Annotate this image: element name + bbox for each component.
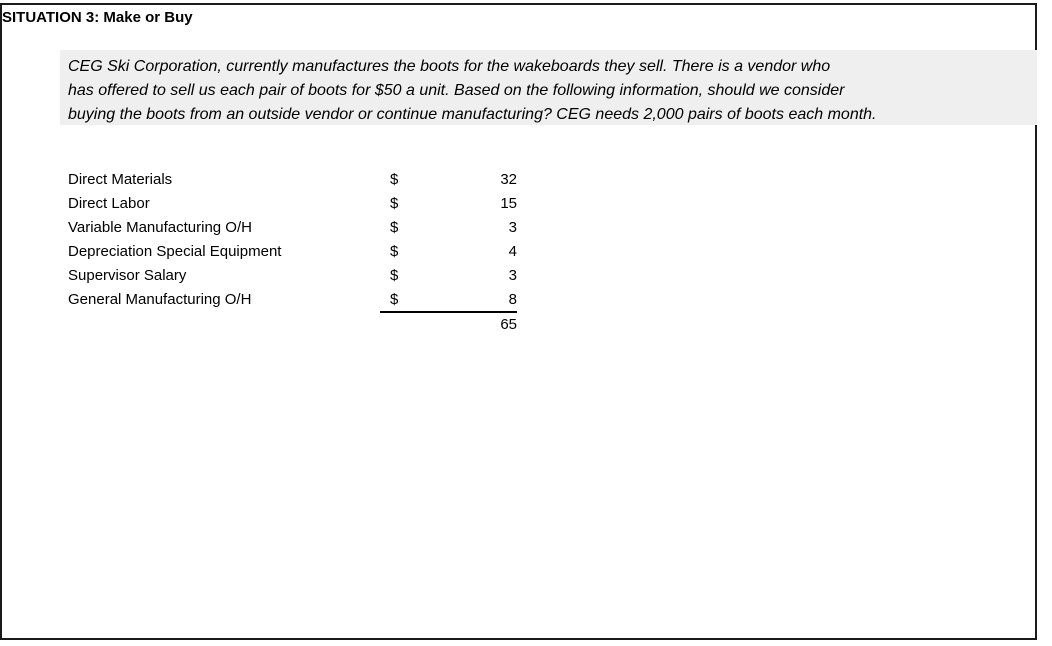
currency-symbol: $: [390, 267, 399, 284]
problem-line: buying the boots from an outside vendor or continue manufacturing? CEG needs 2,000 pairs of boots each month.: [68, 106, 877, 123]
currency-symbol: $: [390, 195, 399, 212]
problem-line: has offered to sell us each pair of boots for $50 a unit. Based on the following information, should we consider: [68, 82, 845, 99]
problem-line: CEG Ski Corporation, currently manufactures the boots for the wakeboards they sell. There is a vendor who: [68, 58, 831, 75]
currency-symbol: $: [390, 291, 399, 308]
cost-value: 3: [508, 267, 517, 284]
cost-value: 4: [508, 243, 517, 260]
currency-symbol: $: [390, 219, 399, 236]
cost-value: 8: [508, 291, 517, 308]
cost-label: General Manufacturing O/H: [68, 291, 252, 308]
cost-label: Direct Labor: [68, 195, 150, 212]
currency-symbol: $: [390, 171, 399, 188]
cost-value: 15: [500, 195, 517, 212]
cost-value: 3: [508, 219, 517, 236]
currency-symbol: $: [390, 243, 399, 260]
page-title: SITUATION 3: Make or Buy: [2, 9, 193, 26]
cost-label: Depreciation Special Equipment: [68, 243, 282, 260]
cost-label: Variable Manufacturing O/H: [68, 219, 252, 236]
problem-statement: [60, 50, 1037, 125]
total-value: 65: [500, 316, 517, 333]
cost-label: Direct Materials: [68, 171, 173, 188]
cost-value: 32: [500, 171, 517, 188]
cost-label: Supervisor Salary: [68, 267, 187, 284]
